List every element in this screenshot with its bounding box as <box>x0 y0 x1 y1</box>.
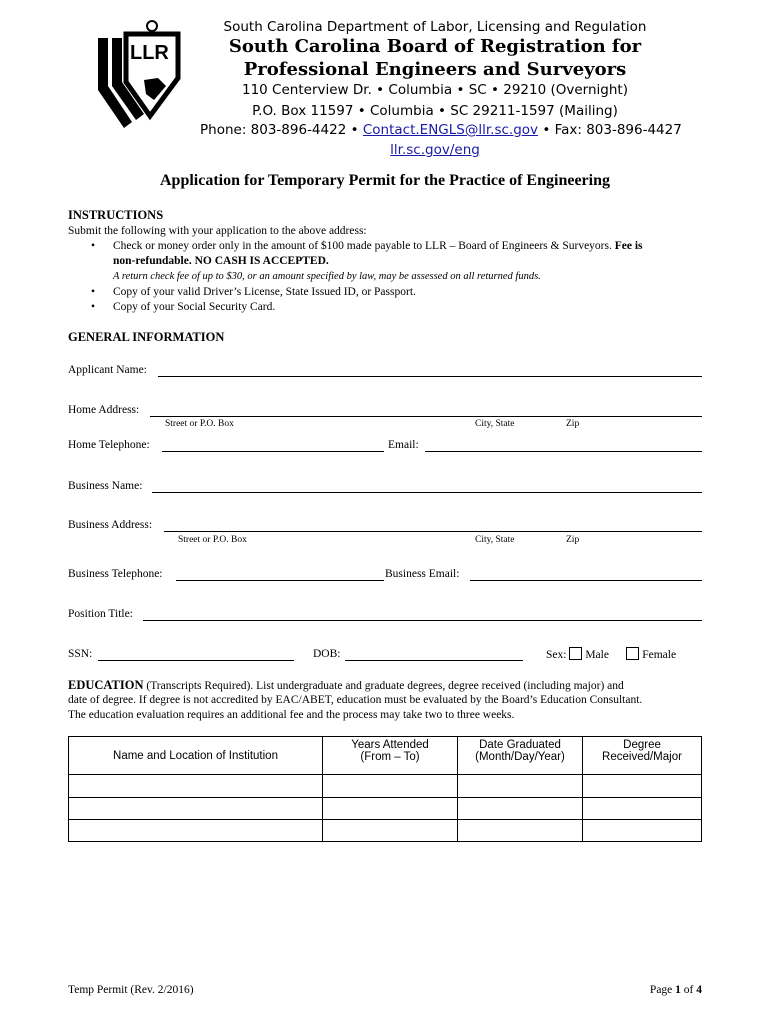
ssn-label: SSN: <box>68 648 93 660</box>
instruction-item-1-note: A return check fee of up to $30, or an amount specified by law, may be assessed on all returned funds. <box>113 271 541 282</box>
table-cell[interactable] <box>69 798 323 820</box>
business-telephone-field[interactable] <box>176 580 384 581</box>
business-city-caption: City, State <box>475 535 515 545</box>
table-row <box>69 820 702 842</box>
table-cell[interactable] <box>583 798 702 820</box>
instructions-heading: INSTRUCTIONS <box>68 208 164 222</box>
home-telephone-label: Home Telephone: <box>68 439 150 451</box>
instruction-item-1: Check or money order only in the amount of $100 made payable to LLR – Board of Engineers & Surveyors. Fee is <box>113 240 643 252</box>
applicant-name-field[interactable] <box>158 376 702 377</box>
business-street-caption: Street or P.O. Box <box>178 535 247 545</box>
email-field[interactable] <box>425 451 702 452</box>
home-address-field[interactable] <box>150 416 702 417</box>
business-name-field[interactable] <box>152 492 702 493</box>
col-degree: Degree Received/Major <box>583 737 702 775</box>
education-line-1: EDUCATION (Transcripts Required). List undergraduate and graduate degrees, degree received (including major) and <box>68 678 624 692</box>
home-address-label: Home Address: <box>68 404 140 416</box>
business-zip-caption: Zip <box>566 535 580 545</box>
home-city-caption: City, State <box>475 419 515 429</box>
position-title-field[interactable] <box>143 620 702 621</box>
table-cell[interactable] <box>458 775 583 798</box>
position-title-label: Position Title: <box>68 608 133 620</box>
ssn-field[interactable] <box>98 660 294 661</box>
table-cell[interactable] <box>69 820 323 842</box>
dob-label: DOB: <box>313 648 341 660</box>
logo-text: LLR <box>130 42 169 64</box>
table-header-row <box>69 737 702 775</box>
instruction-item-1-cont: non-refundable. NO CASH IS ACCEPTED. <box>113 255 329 267</box>
fax-text: • Fax: 803-896-4427 <box>542 122 682 138</box>
home-telephone-field[interactable] <box>162 451 384 452</box>
male-label: Male <box>585 649 609 661</box>
col-institution: Name and Location of Institution <box>69 737 323 775</box>
footer-revision: Temp Permit (Rev. 2/2016) <box>68 984 194 996</box>
table-cell[interactable] <box>583 775 702 798</box>
sex-label: Sex: <box>546 649 567 661</box>
table-cell[interactable] <box>583 820 702 842</box>
business-address-label: Business Address: <box>68 519 153 531</box>
education-table <box>68 736 702 842</box>
table-row <box>69 775 702 798</box>
business-email-field[interactable] <box>470 580 702 581</box>
table-cell[interactable] <box>458 820 583 842</box>
business-address-field[interactable] <box>164 531 702 532</box>
education-line-3: The education evaluation requires an additional fee and the process may take two to three weeks. <box>68 709 515 721</box>
table-cell[interactable] <box>323 775 458 798</box>
llr-logo-graphic <box>92 20 192 130</box>
instruction-item-3: Copy of your Social Security Card. <box>113 301 276 313</box>
table-cell[interactable] <box>323 798 458 820</box>
mailing-address: P.O. Box 11597 • Columbia • SC 29211-1597 (Mailing) <box>252 103 618 119</box>
table-row <box>69 798 702 820</box>
education-line-2: date of degree. If degree is not accredited by EAC/ABET, education must be evaluated by the Board’s Education Consultant. <box>68 694 643 706</box>
table-cell[interactable] <box>69 775 323 798</box>
page-title: Application for Temporary Permit for the Practice of Engineering <box>160 172 610 189</box>
bullet-icon: • <box>91 240 96 252</box>
phone-text: Phone: 803-896-4422 • <box>200 122 359 138</box>
bullet-icon: • <box>91 301 96 313</box>
home-zip-caption: Zip <box>566 419 580 429</box>
email-link[interactable]: Contact.ENGLS@llr.sc.gov <box>362 122 539 138</box>
female-checkbox[interactable] <box>626 647 639 660</box>
footer-page-number: Page 1 of 4 <box>649 984 702 996</box>
home-street-caption: Street or P.O. Box <box>165 419 234 429</box>
education-heading: EDUCATION <box>68 678 144 692</box>
table-cell[interactable] <box>458 798 583 820</box>
col-years: Years Attended (From – To) <box>323 737 458 775</box>
table-cell[interactable] <box>323 820 458 842</box>
dob-field[interactable] <box>345 660 523 661</box>
female-label: Female <box>642 649 677 661</box>
male-checkbox[interactable] <box>569 647 582 660</box>
board-line-2: Professional Engineers and Surveyors <box>243 59 627 80</box>
sex-group <box>546 647 676 661</box>
business-email-label: Business Email: <box>385 568 460 580</box>
overnight-address: 110 Centerview Dr. • Columbia • SC • 29210 (Overnight) <box>242 82 628 98</box>
business-name-label: Business Name: <box>68 480 143 492</box>
col-date-graduated: Date Graduated (Month/Day/Year) <box>458 737 583 775</box>
board-line-1: South Carolina Board of Registration for <box>228 36 642 57</box>
llr-logo <box>92 20 192 130</box>
instruction-item-2: Copy of your valid Driver’s License, State Issued ID, or Passport. <box>113 286 416 298</box>
website-line <box>200 142 670 158</box>
bullet-icon: • <box>91 286 96 298</box>
department-name: South Carolina Department of Labor, Licensing and Regulation <box>223 19 647 35</box>
contact-line <box>200 122 682 138</box>
website-link[interactable]: llr.sc.gov/eng <box>390 142 480 158</box>
email-label: Email: <box>388 439 419 451</box>
business-telephone-label: Business Telephone: <box>68 568 163 580</box>
applicant-name-label: Applicant Name: <box>68 364 147 376</box>
general-heading: GENERAL INFORMATION <box>68 330 225 344</box>
instructions-intro: Submit the following with your application to the above address: <box>68 225 367 237</box>
